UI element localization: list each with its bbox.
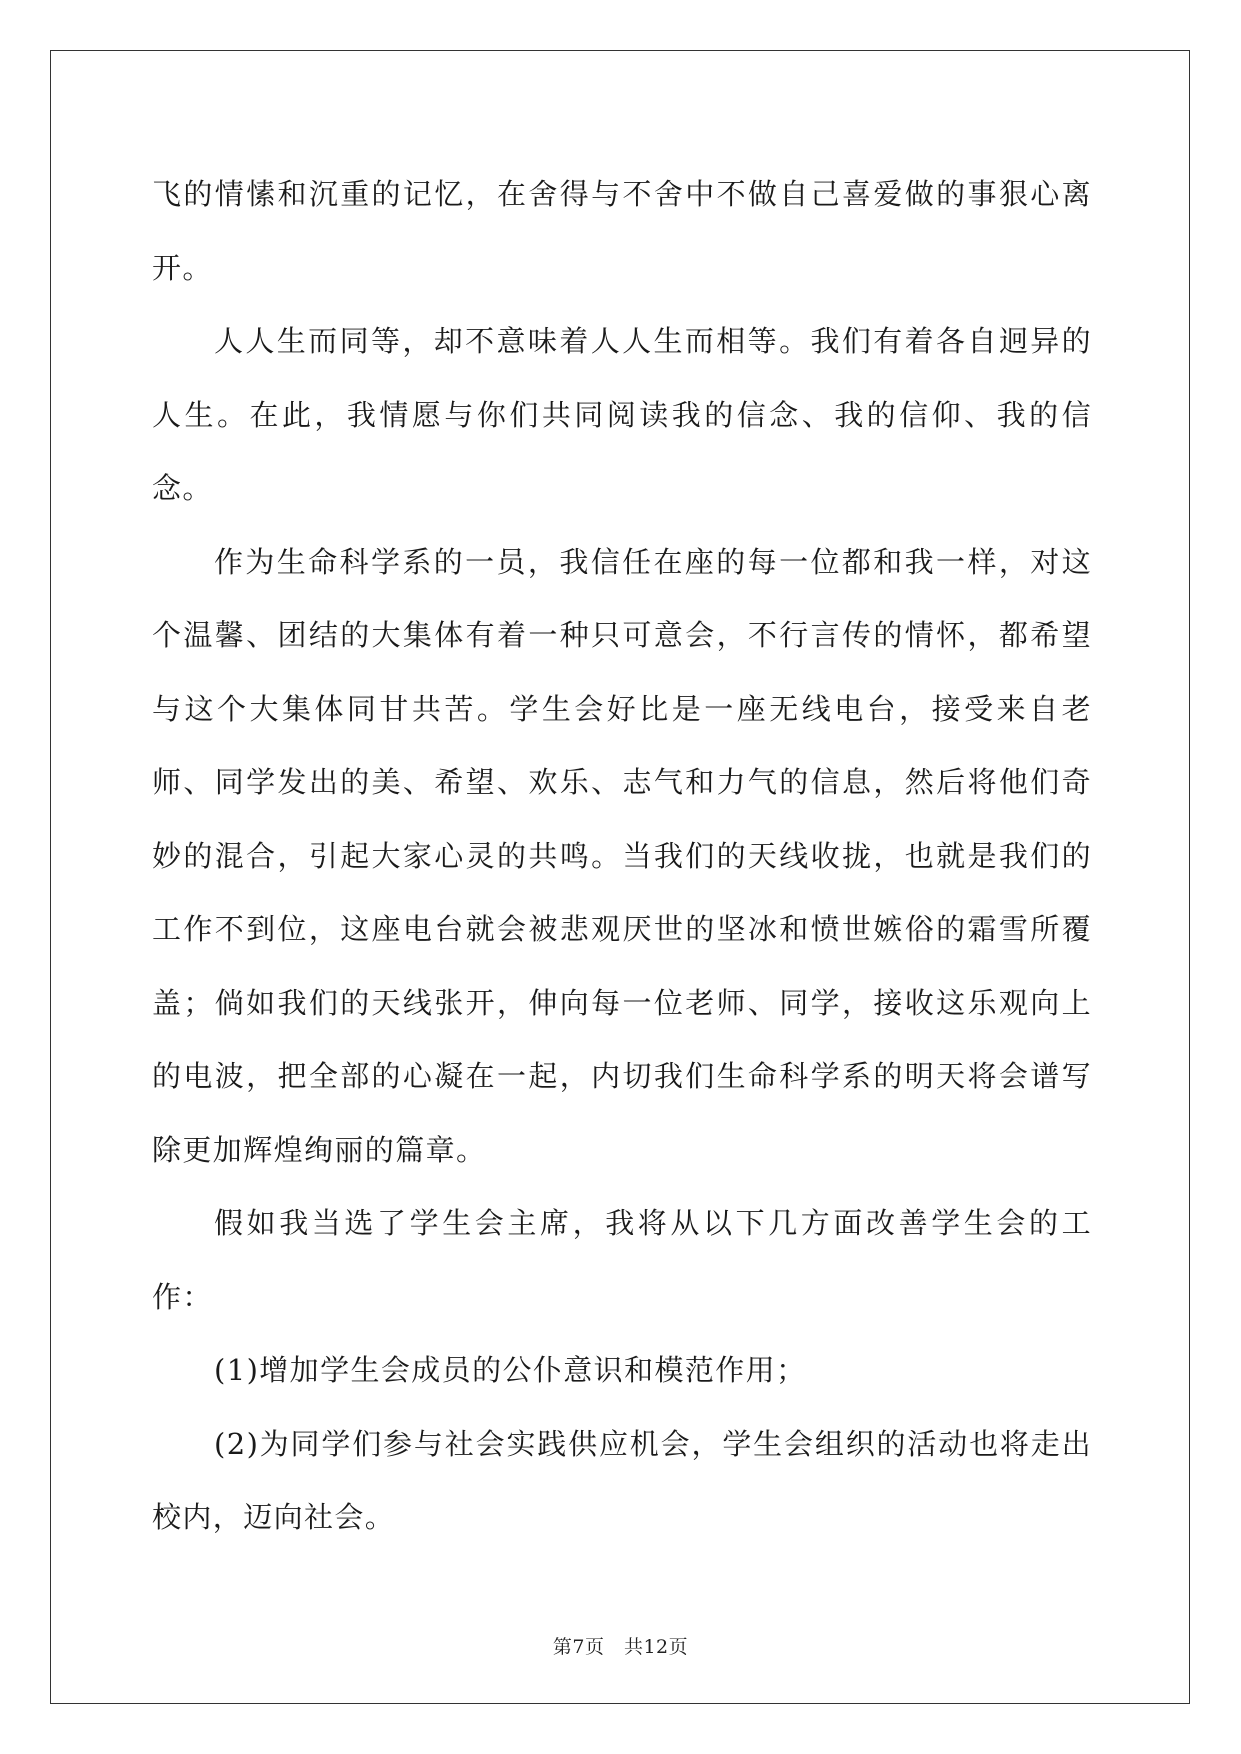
paragraph-5: (1)增加学生会成员的公仆意识和模范作用； [214,1353,807,1387]
paragraph-6: (2)为同学们参与社会实践供应机会，学生会组织的活动也将走出校内，迈向社会。 [152,1426,1092,1534]
paragraph-4: 假如我当选了学生会主席，我将从以下几方面改善学生会的工作： [152,1206,1092,1314]
document-body [152,158,1092,1555]
paragraph-3: 作为生命科学系的一员，我信任在座的每一位都和我一样，对这个温馨、团结的大集体有着一种只可意会，不行言传的情怀，都希望与这个大集体同甘共苦。学生会好比是一座无线电台，接受来自老师、同学发出的美、希望、欢乐、志气和力气的信息，然后将他们奇妙的混合，引起大家心灵的共鸣。当我们的天线收拢，也就是我们的工作不到位，这座电台就会被悲观厌世的坚冰和愤世嫉俗的霜雪所覆盖；倘如我们的天线张开，伸向每一位老师、同学，接收这乐观向上的电波，把全部的心凝在一起，内切我们生命科学系的明天将会谱写除更加辉煌绚丽的篇章。 [152,544,1092,1167]
paragraph-2: 人人生而同等，却不意味着人人生而相等。我们有着各自迥异的人生。在此，我情愿与你们共同阅读我的信念、我的信仰、我的信念。 [152,324,1092,505]
page-number: 第7页 共12页 [552,1636,689,1658]
paragraph-1: 飞的情愫和沉重的记忆，在舍得与不舍中不做自己喜爱做的事狠心离开。 [152,177,1092,285]
